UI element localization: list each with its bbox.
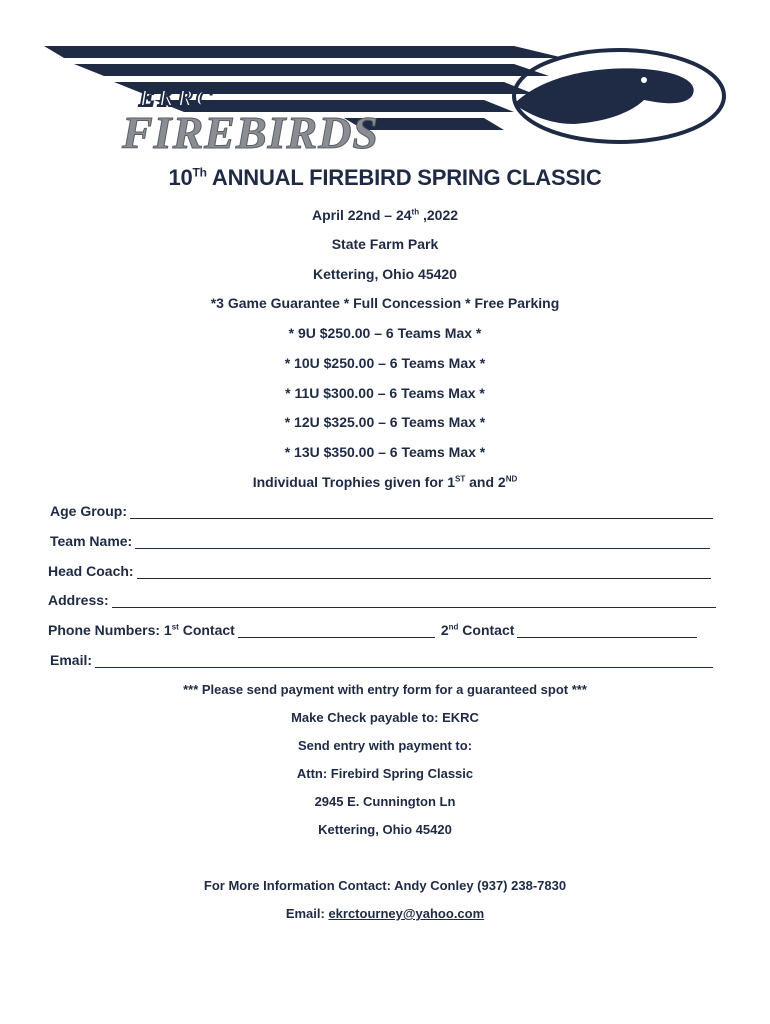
contact-info: For More Information Contact: Andy Conley (937) 238-7830	[203, 878, 567, 893]
division-line: * 13U $350.00 – 6 Teams Max *	[284, 444, 486, 460]
phone-1-line[interactable]	[238, 623, 435, 638]
payable-to: Make Check payable to: EKRC	[291, 710, 479, 725]
address-field[interactable]: Address:	[48, 592, 716, 608]
logo-main-text: FIREBIRDS	[122, 107, 380, 156]
event-title: 10Th ANNUAL FIREBIRD SPRING CLASSIC	[168, 165, 602, 190]
trophies-line: Individual Trophies given for 1ST and 2ND	[252, 474, 518, 490]
address-line[interactable]	[112, 593, 716, 608]
logo-top-text: EKRC	[139, 86, 216, 112]
head-coach-field[interactable]: Head Coach:	[48, 563, 711, 579]
team-name-field[interactable]: Team Name:	[50, 533, 710, 549]
attn-line: Attn: Firebird Spring Classic	[296, 766, 474, 781]
team-name-line[interactable]	[135, 534, 710, 549]
eagle-head-icon	[514, 68, 694, 124]
division-line: * 12U $325.00 – 6 Teams Max *	[284, 414, 486, 430]
phone-label-2: 2nd Contact	[440, 622, 515, 638]
eagle-eye-icon	[641, 77, 647, 83]
event-venue: State Farm Park	[331, 236, 439, 252]
phone-2-line[interactable]	[517, 623, 697, 638]
email-line[interactable]	[95, 653, 713, 668]
contact-email-link[interactable]: ekrctourney@yahoo.com	[328, 906, 485, 921]
firebirds-logo	[44, 44, 729, 156]
age-group-field[interactable]: Age Group:	[50, 503, 713, 519]
division-line: * 11U $300.00 – 6 Teams Max *	[285, 385, 485, 401]
head-coach-line[interactable]	[137, 564, 711, 579]
event-features: *3 Game Guarantee * Full Concession * Free Parking	[210, 295, 560, 311]
send-entry: Send entry with payment to:	[297, 738, 473, 753]
mailing-city: Kettering, Ohio 45420	[318, 822, 452, 837]
division-line: * 9U $250.00 – 6 Teams Max *	[288, 325, 482, 341]
street-address: 2945 E. Cunnington Ln	[314, 794, 456, 809]
division-line: * 10U $250.00 – 6 Teams Max *	[284, 355, 486, 371]
phone-numbers-field[interactable]	[48, 622, 697, 638]
payment-notice: *** Please send payment with entry form for a guaranteed spot ***	[183, 682, 587, 697]
phone-label-1: Phone Numbers: 1st Contact	[48, 622, 235, 638]
event-dates: April 22nd – 24th ,2022	[311, 207, 459, 223]
age-group-line[interactable]	[130, 504, 713, 519]
contact-email-line: Email: ekrctourney@yahoo.com	[285, 906, 485, 921]
event-city: Kettering, Ohio 45420	[313, 266, 457, 282]
email-field[interactable]: Email:	[50, 652, 713, 668]
